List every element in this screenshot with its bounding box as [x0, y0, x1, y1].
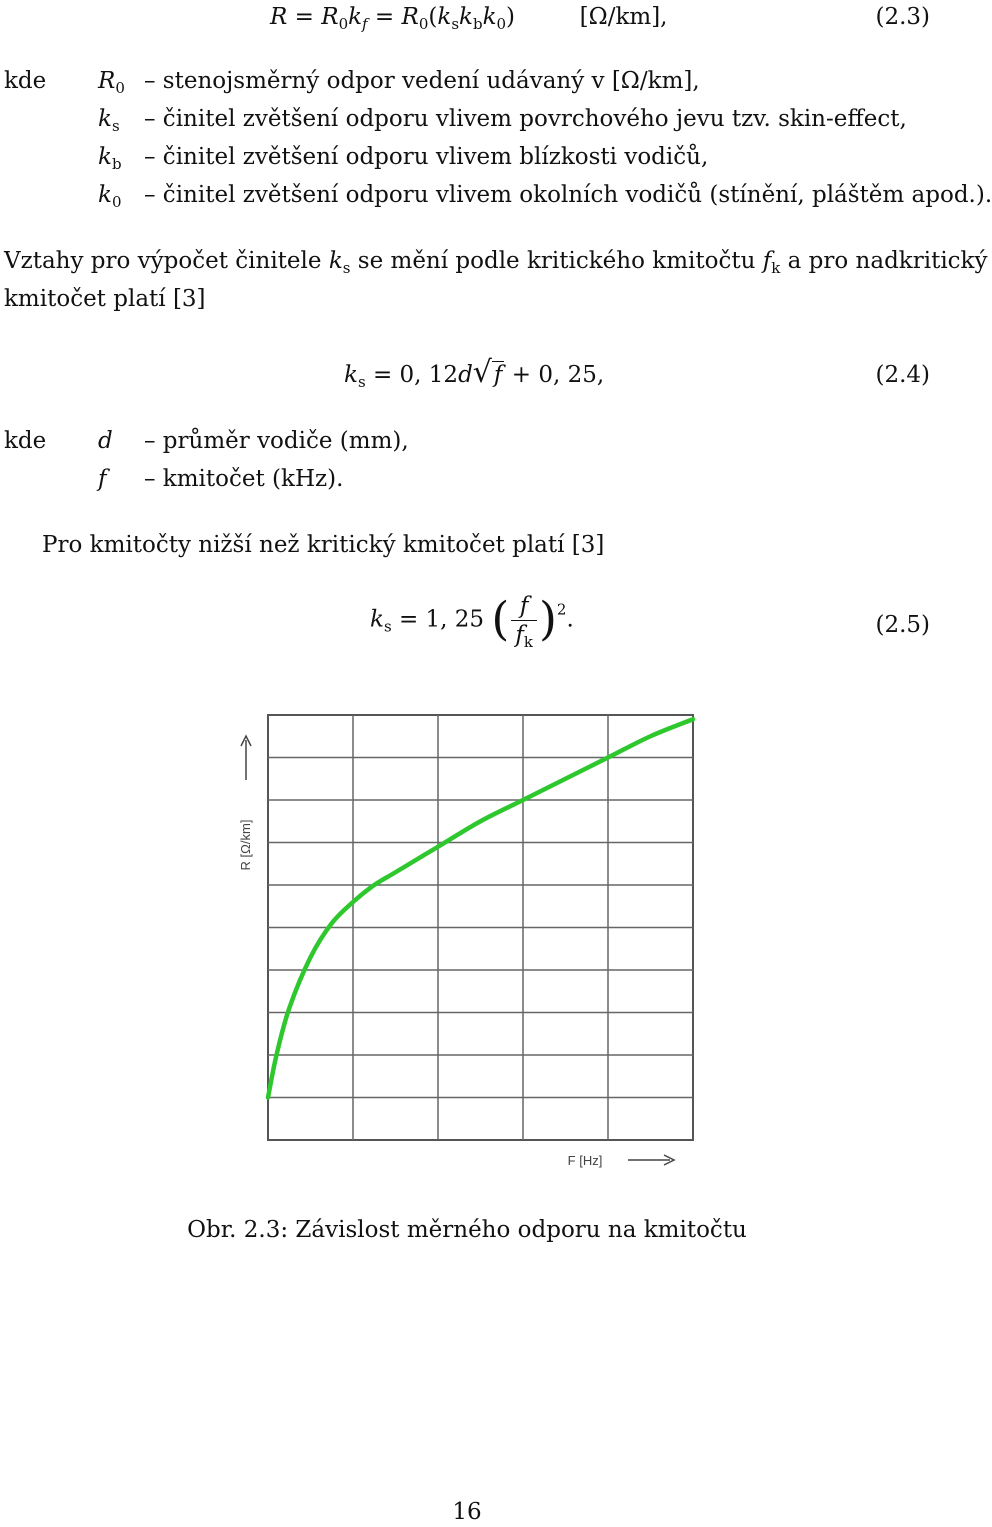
- page-number: 16: [452, 1499, 482, 1525]
- symbol-ks: $k_s$: [98, 106, 120, 135]
- x-axis-arrow: [628, 1155, 674, 1165]
- paragraph-1-line-1: Vztahy pro výpočet činitele $k_s$ se mění podle kritického kmitočtu $f_k$ a pro nadkritický: [4, 248, 988, 277]
- paragraph-1-line-2: kmitočet platí [3]: [4, 286, 206, 312]
- equation-2-4: $k_s = 0$, 12d√f + 0, 25,: [344, 355, 605, 391]
- symbol-f: f: [98, 466, 107, 492]
- definitions-block-2: [0, 426, 960, 502]
- definition-d: – průměr vodiče (mm),: [144, 428, 409, 454]
- equation-2-5: $k_s = 1$, 25 ( $\frac{f}{f_k}$ )$^2$.: [370, 591, 574, 651]
- symbol-kb: $k_b$: [98, 144, 122, 173]
- definition-kb: – činitel zvětšení odporu vlivem blízkosti vodičů,: [144, 144, 709, 170]
- equation-2-4-number: (2.4): [875, 362, 930, 388]
- equation-2-5-number: (2.5): [875, 612, 930, 638]
- kde-label: kde: [4, 68, 47, 94]
- chart-grid: [268, 715, 693, 1140]
- figure-caption: Obr. 2.3: Závislost měrného odporu na kmitočtu: [187, 1217, 747, 1243]
- symbol-d: d: [98, 428, 113, 454]
- kde-label-2: kde: [4, 428, 47, 454]
- y-axis-label-group: [238, 820, 253, 871]
- y-axis-label: R [Ω/km]: [238, 819, 253, 871]
- equation-2-3: $R = R_0k_f = R_0(k_sk_bk_0)$ [Ω/km],: [270, 4, 668, 33]
- definition-R0: – stenojsměrný odpor vedení udávaný v [Ω/km],: [144, 68, 700, 94]
- symbol-k0: $k_0$: [98, 182, 122, 211]
- paragraph-2: Pro kmitočty nižší než kritický kmitočet platí [3]: [42, 532, 605, 558]
- definition-f: – kmitočet (kHz).: [144, 466, 344, 492]
- definitions-block-1: [0, 66, 992, 226]
- y-axis-arrow: [241, 736, 251, 780]
- equation-2-3-units: [Ω/km],: [579, 4, 668, 30]
- definition-k0: – činitel zvětšení odporu vlivem okolních vodičů (stínění, pláštěm apod.).: [144, 182, 992, 208]
- symbol-R0: $R_0$: [98, 68, 125, 97]
- equation-2-3-number: (2.3): [875, 4, 930, 30]
- resistance-frequency-chart: [230, 700, 710, 1180]
- definition-ks: – činitel zvětšení odporu vlivem povrchového jevu tzv. skin-effect,: [144, 106, 907, 132]
- x-axis-label: F [Hz]: [567, 1153, 603, 1168]
